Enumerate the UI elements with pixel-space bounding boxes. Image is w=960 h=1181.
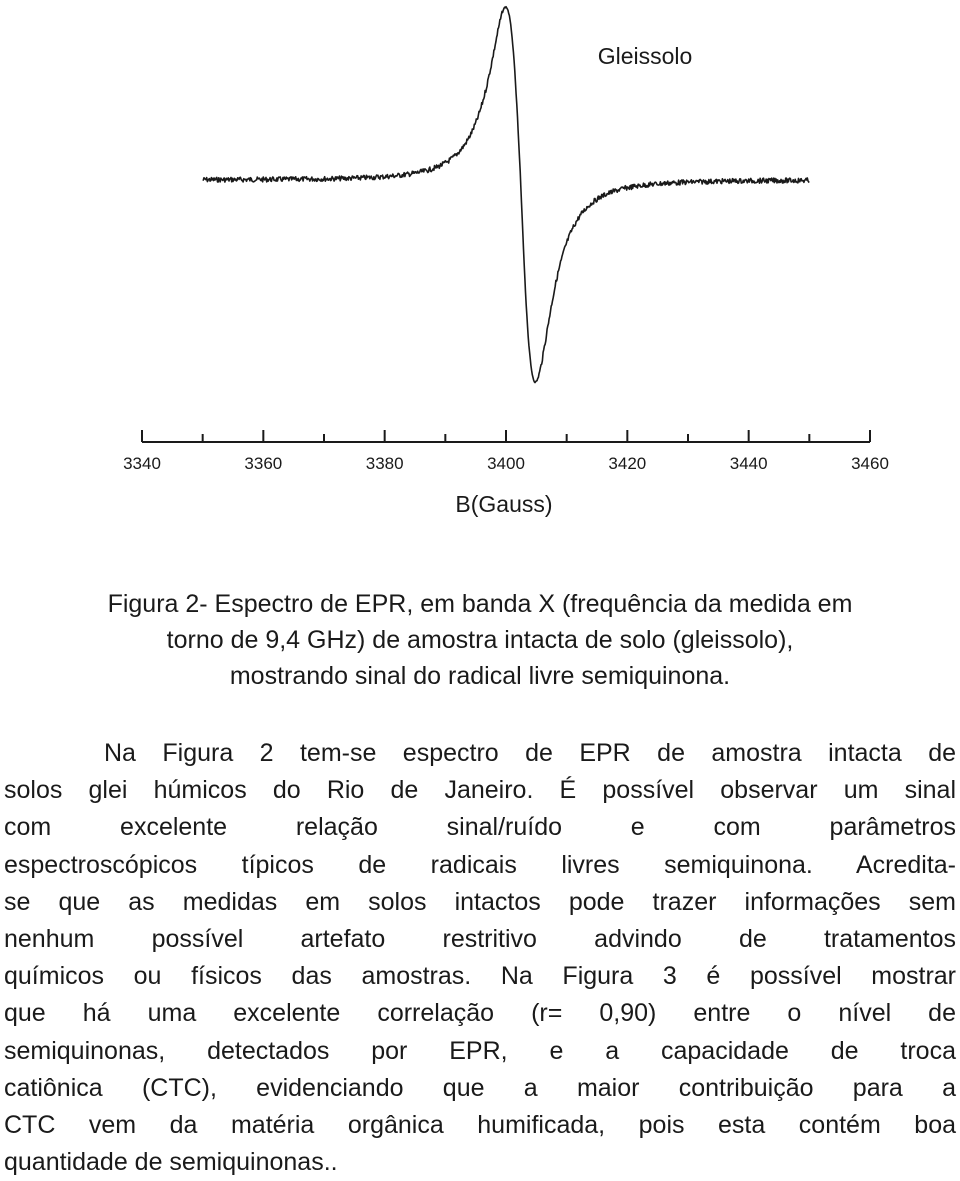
paragraph-line: CTC vem da matéria orgânica humificada, pois esta contém boa [4, 1111, 956, 1140]
caption-line: mostrando sinal do radical livre semiquinona. [229, 662, 731, 690]
x-tick-label: 3340 [123, 454, 161, 473]
paragraph-line: solos glei húmicos do Rio de Janeiro. É possível observar um sinal [4, 776, 956, 805]
x-tick-label: 3420 [608, 454, 647, 473]
paragraph-line: espectroscópicos típicos de radicais livres semiquinona. Acredita- [4, 850, 956, 879]
paragraph-line: semiquinonas, detectados por EPR, e a capacidade de troca [4, 1036, 956, 1065]
paragraph-line: químicos ou físicos das amostras. Na Figura 3 é possível mostrar [4, 962, 956, 991]
chart-title: Gleissolo [597, 43, 693, 69]
paragraph-line: quantidade de semiquinonas.. [4, 1148, 338, 1177]
x-axis-ticks [123, 430, 889, 473]
x-tick-label: 3380 [365, 454, 404, 473]
x-axis-label: B(Gauss) [455, 491, 553, 517]
paragraph-line: que há uma excelente correlação (r= 0,90) entre o nível de [4, 999, 956, 1028]
paragraph-line: com excelente relação sinal/ruído e com parâmetros [4, 813, 956, 842]
paragraph-line: se que as medidas em solos intactos pode trazer informações sem [4, 887, 956, 916]
x-tick-label: 3360 [244, 454, 283, 473]
caption-line: Figura 2- Espectro de EPR, em banda X (frequência da medida em [107, 590, 853, 618]
paragraph-line: Na Figura 2 tem-se espectro de EPR de amostra intacta de [104, 739, 956, 767]
x-tick-label: 3440 [729, 454, 768, 473]
paragraph-line: catiônica (CTC), evidenciando que a maior contribuição para a [4, 1073, 956, 1102]
epr-spectrum-chart [0, 0, 960, 560]
spectrum-line [203, 7, 810, 383]
x-tick-label: 3400 [487, 454, 525, 473]
caption-line: torno de 9,4 GHz) de amostra intacta de solo (gleissolo), [166, 626, 794, 654]
x-tick-label: 3460 [851, 454, 889, 473]
paragraph-line: nenhum possível artefato restritivo advindo de tratamentos [4, 925, 956, 954]
figure-caption [0, 586, 960, 694]
body-paragraph [4, 735, 956, 1181]
